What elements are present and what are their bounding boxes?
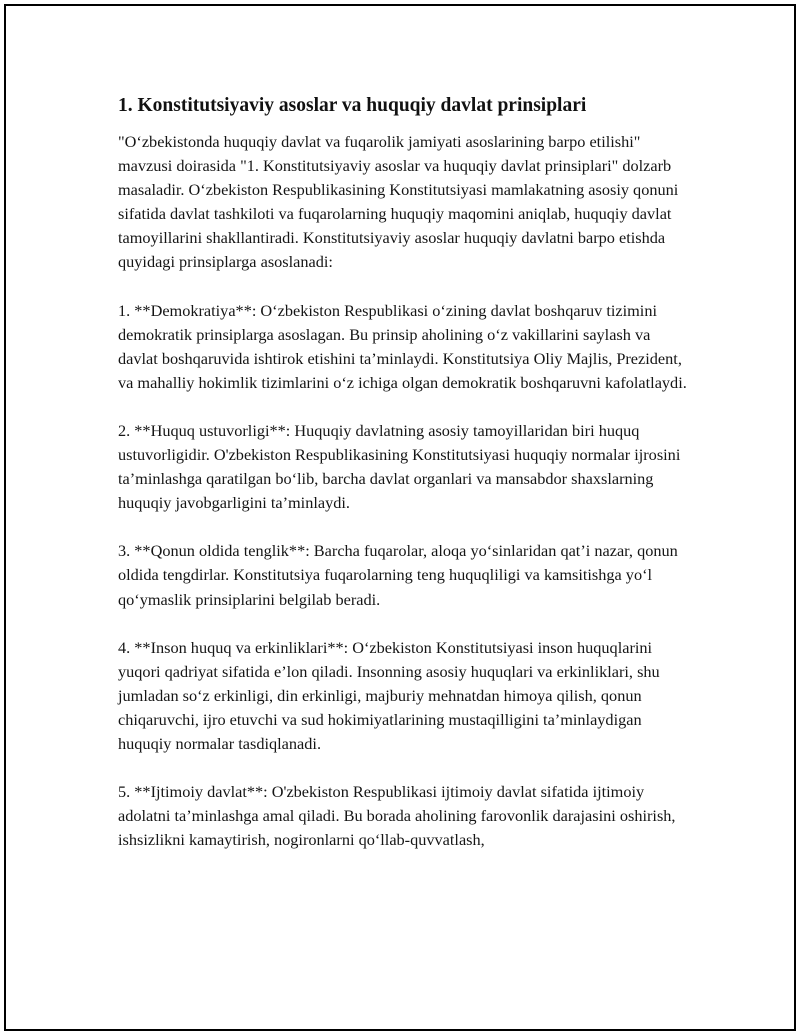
intro-paragraph: "O‘zbekistonda huquqiy davlat va fuqarolik jamiyati asoslarining barpo etilishi" mavzusi doirasida "1. Konstitutsiyaviy asoslar va huquqiy davlat prinsiplari" dolzarb masaladir. O‘zbekiston Respublikasining Konstitutsiyasi mamlakatning asosiy qonuni sifatida davlat tashkiloti va fuqarolarning huquqiy maqomini aniqlab, huquqiy davlat tamoyillarini shakllantiradi. Konstitutsiyaviy asoslar huquqiy davlatni barpo etishda quyidagi prinsiplarga asoslanadi:: [118, 132, 679, 272]
principle-human-rights-paragraph: 4. **Inson huquq va erkinliklari**: O‘zbekiston Konstitutsiyasi inson huquqlarini yuqori qadriyat sifatida e’lon qiladi. Insonning asosiy huquqlari va erkinliklari, shu jumladan so‘z erkinligi, din erkinligi, majburiy mehnatdan himoya qilish, qonun chiqaruvchi, ijro etuvchi va sud hokimiyatlarining mustaqilligini ta’minlaydigan huquqiy normalar tasdiqlanadi.: [118, 637, 660, 753]
principle-democracy-paragraph: 1. **Demokratiya**: O‘zbekiston Respublikasi o‘zining davlat boshqaruv tizimini demokratik prinsiplarga asoslagan. Bu prinsip aholining o‘z vakillarini saylash va davlat boshqaruvida ishtirok etishini ta’minlaydi. Konstitutsiya Oliy Majlis, Prezident, va mahalliy hokimlik tizimlarini o‘z ichiga olgan demokratik boshqaruvni kafolatlaydi.: [118, 300, 687, 392]
document-body: [118, 93, 688, 876]
principle-social-state-paragraph: 5. **Ijtimoiy davlat**: O'zbekiston Respublikasi ijtimoiy davlat sifatida ijtimoiy adolatni ta’minlashga amal qiladi. Bu borada aholining farovonlik darajasini oshirish, ishsizlikni kamaytirish, nogironlarni qo‘llab-quvvatlash,: [118, 782, 676, 850]
section-heading: 1. Konstitutsiyaviy asoslar va huquqiy davlat prinsiplari: [118, 95, 587, 116]
principle-rule-of-law-paragraph: 2. **Huquq ustuvorligi**: Huquqiy davlatning asosiy tamoyillaridan biri huquq ustuvorligidir. O'zbekiston Respublikasining Konstitutsiyasi huquqiy normalar ijrosini ta’minlashga qaratilgan bo‘lib, barcha davlat organlari va mansabdor shaxslarning huquqiy javobgarligini ta’minlaydi.: [118, 420, 681, 513]
principle-equality-paragraph: 3. **Qonun oldida tenglik**: Barcha fuqarolar, aloqa yo‘sinlaridan qat’i nazar, qonun oldida tengdirlar. Konstitutsiya fuqarolarning teng huquqliligi va kamsitishga yo‘l qo‘ymaslik prinsiplarini belgilab beradi.: [118, 541, 678, 609]
